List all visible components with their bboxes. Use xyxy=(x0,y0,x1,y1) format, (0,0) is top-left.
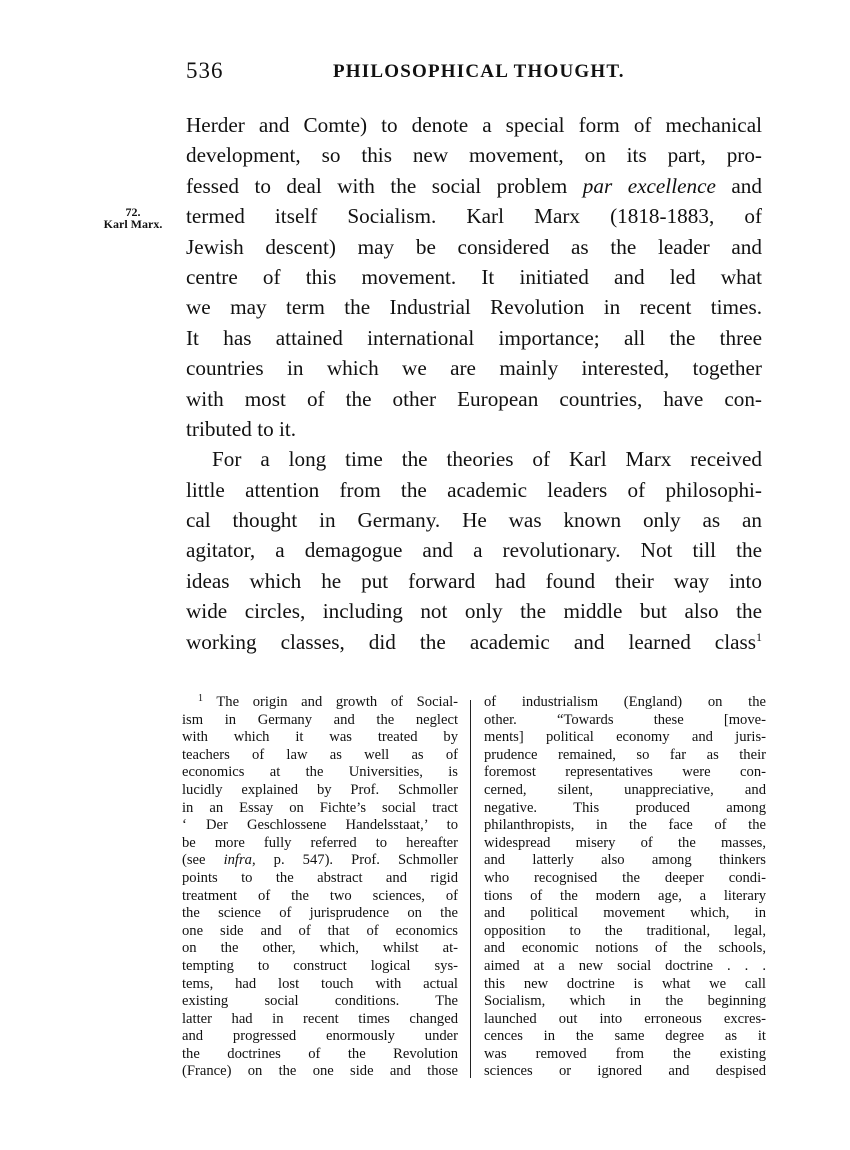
footnote-line: (see infra, p. 547). Prof. Schmoller xyxy=(182,852,458,869)
footnote-line: one side and of that of economics xyxy=(182,922,458,939)
footnote-line: (France) on the one side and those xyxy=(182,1063,458,1080)
footnote-line: $^1$ The origin and growth of Social- xyxy=(198,694,458,710)
text-line: countries in which we are mainly interested, together xyxy=(186,356,762,381)
footnote-line: on the other, which, whilst at- xyxy=(182,940,458,957)
margin-note-number: 72. xyxy=(125,205,141,219)
footnote-line: existing social conditions. The xyxy=(182,993,458,1010)
footnote-line: with which it was treated by xyxy=(182,729,458,746)
footnote-line: the science of jurisprudence on the xyxy=(182,905,458,922)
footnote-line: in an Essay on Fichte’s social tract xyxy=(182,799,458,816)
footnote-line: other. “Towards these [move- xyxy=(484,711,766,728)
main-text xyxy=(186,110,762,657)
footnote-line: and progressed enormously under xyxy=(182,1028,458,1045)
footnote-line: economics at the Universities, is xyxy=(182,764,458,781)
footnote-column-right xyxy=(484,694,766,1081)
footnote-line: sciences or ignored and despised xyxy=(484,1063,766,1080)
running-head: PHILOSOPHICAL THOUGHT. xyxy=(333,61,625,82)
footnote-line: philanthropists, in the face of the xyxy=(484,817,766,834)
margin-note-label: Karl Marx. xyxy=(103,217,163,231)
text-line: working classes, did the academic and learned class$^1$ xyxy=(186,629,762,654)
footnote-line: this new doctrine is what we call xyxy=(484,975,766,992)
column-divider xyxy=(470,700,471,1078)
footnote-line: tems, had lost touch with actual xyxy=(182,975,458,992)
margin-note xyxy=(88,206,178,230)
footnote-line: of industrialism (England) on the xyxy=(484,694,766,710)
footnote-line: widespread misery of the masses, xyxy=(484,834,766,851)
running-header xyxy=(186,58,762,92)
footnote-line: points to the abstract and rigid xyxy=(182,869,458,886)
text-line: centre of this movement. It initiated and led what xyxy=(186,264,762,289)
footnote-line: cerned, silent, unappreciative, and xyxy=(484,781,766,798)
footnote-line: tempting to construct logical sys- xyxy=(182,957,458,974)
footnote-line: was removed from the existing xyxy=(484,1045,766,1062)
footnote-line: who recognised the deeper condi- xyxy=(484,869,766,886)
text-line: It has attained international importance; all the three xyxy=(186,325,762,350)
text-line: little attention from the academic leaders of philosophi- xyxy=(186,477,762,502)
text-line: ideas which he put forward had found their way into xyxy=(186,568,762,593)
footnote-line: treatment of the two sciences, of xyxy=(182,887,458,904)
footnote-line: and economic notions of the schools, xyxy=(484,940,766,957)
text-line: Herder and Comte) to denote a special form of mechanical xyxy=(186,113,762,137)
text-line: agitator, a demagogue and a revolutionary. Not till the xyxy=(186,538,762,563)
footnote-line: tions of the modern age, a literary xyxy=(484,887,766,904)
footnote-number: 1 xyxy=(198,694,203,704)
footnote-line: and latterly also among thinkers xyxy=(484,852,766,869)
text-line: tributed to it. xyxy=(186,416,297,441)
text-line: fessed to deal with the social problem par excellence and xyxy=(186,173,762,198)
text-line: with most of the other European countries, have con- xyxy=(186,386,762,411)
footnote-line: ‘ Der Geschlossene Handelsstaat,’ to xyxy=(182,817,458,834)
footnote-marker: 1 xyxy=(756,629,762,644)
footnote-line: ments] political economy and juris- xyxy=(484,729,766,746)
footnote-line: ism in Germany and the neglect xyxy=(182,711,458,728)
text-line: For a long time the theories of Karl Marx received xyxy=(212,447,762,472)
footnote-line: opposition to the traditional, legal, xyxy=(484,922,766,939)
footnote-line: aimed at a new social doctrine . . . xyxy=(484,957,766,974)
footnote-line: teachers of law as well as of xyxy=(182,746,458,763)
footnote-line: lucidly explained by Prof. Schmoller xyxy=(182,781,458,798)
footnote-line: launched out into erroneous excres- xyxy=(484,1010,766,1027)
text-line: termed itself Socialism. Karl Marx (1818-1883, of xyxy=(186,204,762,229)
footnote-line: latter had in recent times changed xyxy=(182,1010,458,1027)
footnote-column-left xyxy=(182,694,458,1081)
footnote xyxy=(182,694,767,1094)
footnote-line: and political movement which, in xyxy=(484,905,766,922)
footnote-line: prudence remained, so far as their xyxy=(484,746,766,763)
italic-phrase: par excellence xyxy=(582,173,716,198)
footnote-line: be more fully referred to hereafter xyxy=(182,834,458,851)
text-line: we may term the Industrial Revolution in recent times. xyxy=(186,295,762,320)
footnote-line: Socialism, which in the beginning xyxy=(484,993,766,1010)
footnote-line: negative. This produced among xyxy=(484,799,766,816)
footnote-line: foremost representatives were con- xyxy=(484,764,766,781)
text-line: wide circles, including not only the middle but also the xyxy=(186,599,762,624)
text-line: cal thought in Germany. He was known only as an xyxy=(186,508,762,533)
italic-phrase: infra xyxy=(223,852,252,869)
text-line: development, so this new movement, on its part, pro- xyxy=(186,143,762,168)
page-number: 536 xyxy=(186,58,224,83)
footnote-line: cences in the same degree as it xyxy=(484,1028,766,1045)
text-line: Jewish descent) may be considered as the leader and xyxy=(186,234,762,259)
footnote-line: the doctrines of the Revolution xyxy=(182,1045,458,1062)
